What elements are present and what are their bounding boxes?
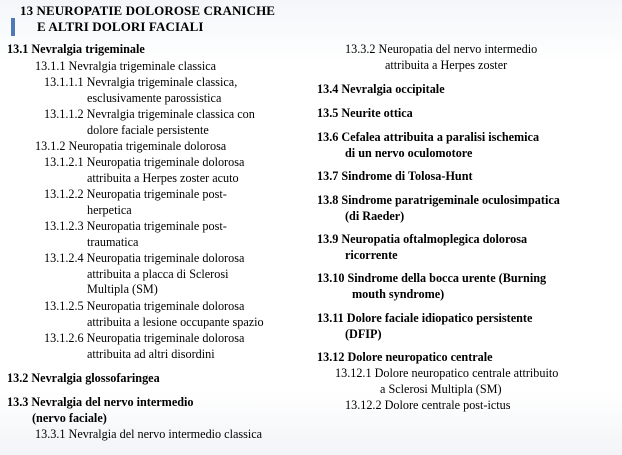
entry-title: Nevralgia trigeminale classica xyxy=(68,59,217,73)
entry-title: Neuropatia del nervo intermedio xyxy=(378,42,538,56)
entry-title-continuation: attribuita ad altri disordini xyxy=(87,346,215,361)
entry-code: 13.8 xyxy=(317,193,339,207)
entry-title-continuation: (di Raeder) xyxy=(345,208,405,223)
entry-title: Dolore centrale post-ictus xyxy=(384,398,511,412)
entry-title: Sindrome della bocca urente (Burning xyxy=(347,271,547,285)
entry-code: 13.3.1 xyxy=(35,427,66,441)
classification-entry xyxy=(317,106,413,122)
classification-entry xyxy=(44,187,227,218)
classification-entry xyxy=(345,42,537,73)
classification-entry xyxy=(317,193,560,224)
entry-code: 13.12.2 xyxy=(345,398,382,412)
entry-title-continuation: Multipla (SM) xyxy=(87,282,158,296)
classification-entry xyxy=(44,219,227,250)
entry-code: 13.12.1 xyxy=(335,366,372,380)
classification-entry xyxy=(44,107,255,138)
page-title xyxy=(20,3,275,35)
entry-title-continuation: attribuita a Herpes zoster xyxy=(385,57,508,72)
classification-entry xyxy=(7,371,160,387)
entry-title: Nevralgia trigeminale classica con xyxy=(86,107,255,121)
page-title-line-2: E ALTRI DOLORI FACIALI xyxy=(37,19,204,34)
entry-title-continuation: dolore faciale persistente xyxy=(87,122,209,137)
entry-code: 13.1.2.2 xyxy=(44,187,84,201)
entry-code: 13.1.2.5 xyxy=(44,299,84,313)
entry-title-continuation: ricorrente xyxy=(345,247,398,262)
classification-entry xyxy=(35,427,262,443)
classification-entry xyxy=(345,398,511,414)
entry-title-continuation: di un nervo oculomotore xyxy=(345,145,473,160)
entry-title: Neurite ottica xyxy=(341,106,413,120)
entry-code: 13.1.2.1 xyxy=(44,155,84,169)
classification-entry xyxy=(317,169,473,185)
entry-title: Neuropatia trigeminale dolorosa xyxy=(86,331,245,345)
entry-title: Neuropatia trigeminale dolorosa xyxy=(86,155,245,169)
entry-title: Neuropatia trigeminale post- xyxy=(86,187,227,201)
entry-title: Neuropatia trigeminale dolorosa xyxy=(86,251,245,265)
entry-title-continuation: mouth syndrome) xyxy=(352,286,445,301)
entry-title-continuation: attribuita a Herpes zoster acuto xyxy=(87,170,239,185)
entry-title-continuation: attribuita a lesione occupante spazio xyxy=(87,314,264,329)
entry-code: 13.1.1 xyxy=(35,59,66,73)
entry-title: Neuropatia trigeminale dolorosa xyxy=(86,299,245,313)
page-title-line-1: 13 NEUROPATIE DOLOROSE CRANICHE xyxy=(20,3,276,18)
classification-entry xyxy=(7,42,145,58)
entry-code: 13.3.2 xyxy=(345,42,376,56)
entry-code: 13.7 xyxy=(317,169,339,183)
entry-title: Nevralgia del nervo intermedio classica xyxy=(68,427,263,441)
entry-code: 13.1.2.6 xyxy=(44,331,84,345)
classification-entry xyxy=(317,271,546,302)
entry-title: Sindrome di Tolosa-Hunt xyxy=(341,169,473,183)
entry-code: 13.10 xyxy=(317,271,345,285)
classification-entry xyxy=(35,139,226,155)
classification-entry xyxy=(44,251,244,298)
entry-title: Neuropatia oftalmoplegica dolorosa xyxy=(341,232,528,246)
entry-title: Nevralgia trigeminale classica, xyxy=(86,75,238,89)
classification-entry xyxy=(317,130,539,161)
entry-code: 13.4 xyxy=(317,82,339,96)
entry-title-continuation: esclusivamente parossistica xyxy=(87,90,222,105)
entry-code: 13.1 xyxy=(7,42,29,56)
entry-title: Neuropatia trigeminale dolorosa xyxy=(68,139,227,153)
classification-entry xyxy=(317,232,527,263)
classification-entry xyxy=(44,299,264,330)
entry-title: Dolore neuropatico centrale xyxy=(347,350,493,364)
entry-title: Nevralgia del nervo intermedio xyxy=(31,395,194,409)
entry-title: Dolore neuropatico centrale attribuito xyxy=(374,366,559,380)
entry-title: Nevralgia glossofaringea xyxy=(31,371,160,385)
entry-title: Neuropatia trigeminale post- xyxy=(86,219,227,233)
entry-code: 13.1.1.1 xyxy=(44,75,84,89)
entry-title: Dolore faciale idiopatico persistente xyxy=(346,311,533,325)
entry-code: 13.11 xyxy=(317,311,344,325)
classification-entry xyxy=(35,59,216,75)
classification-entry xyxy=(44,155,244,186)
entry-title-continuation: (nervo faciale) xyxy=(32,410,107,425)
entry-code: 13.5 xyxy=(317,106,339,120)
classification-entry xyxy=(7,395,194,426)
entry-code: 13.1.2 xyxy=(35,139,66,153)
entry-code: 13.9 xyxy=(317,232,339,246)
entry-title: Nevralgia occipitale xyxy=(341,82,445,96)
classification-entry xyxy=(44,331,244,362)
title-accent-bar xyxy=(11,18,15,36)
entry-code: 13.12 xyxy=(317,350,345,364)
classification-entry xyxy=(317,82,445,98)
entry-title: Nevralgia trigeminale xyxy=(31,42,145,56)
entry-code: 13.3 xyxy=(7,395,29,409)
classification-entry xyxy=(44,75,237,106)
classification-entry xyxy=(317,350,493,366)
entry-title: Sindrome paratrigeminale oculosimpatica xyxy=(341,193,560,207)
entry-title-continuation: herpetica xyxy=(87,202,132,217)
entry-code: 13.6 xyxy=(317,130,339,144)
entry-title-continuation: attribuita a placca di Sclerosi xyxy=(87,266,229,281)
entry-code: 13.2 xyxy=(7,371,29,385)
entry-title: Cefalea attribuita a paralisi ischemica xyxy=(341,130,540,144)
entry-code: 13.1.2.4 xyxy=(44,251,84,265)
entry-title-continuation: a Sclerosi Multipla (SM) xyxy=(380,381,502,396)
classification-entry xyxy=(335,366,558,397)
entry-title-continuation: (DFIP) xyxy=(345,326,382,341)
entry-title-continuation: traumatica xyxy=(87,234,139,249)
entry-code: 13.1.1.2 xyxy=(44,107,84,121)
classification-entry xyxy=(317,311,532,342)
entry-code: 13.1.2.3 xyxy=(44,219,84,233)
